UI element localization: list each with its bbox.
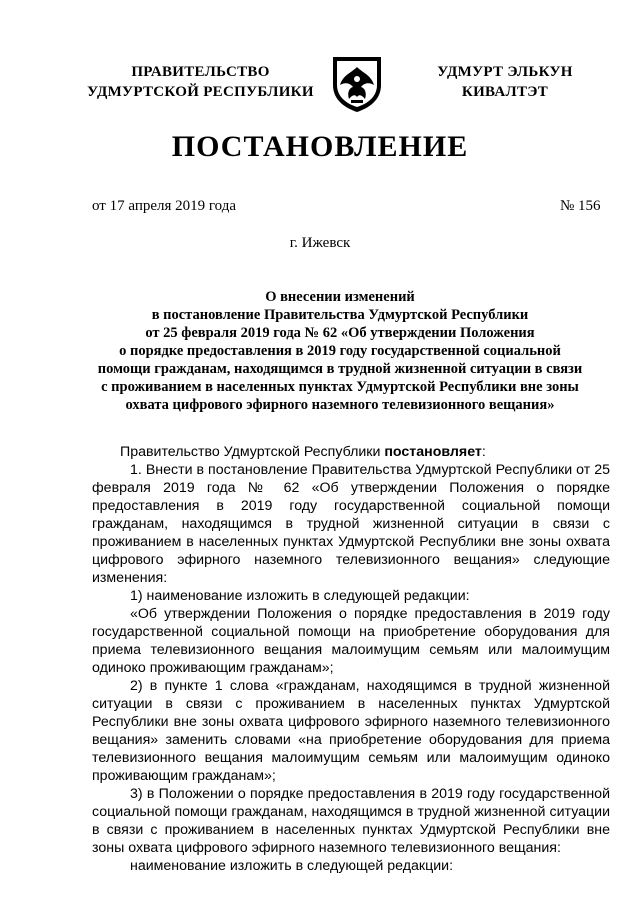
body-paragraph-5: 3) в Положении о порядке предоставления в 2019 году государственной социальной помощи гражданам, находящимся в трудной жизненной ситуации в связи с проживанием в населенных пунктах Удмуртской Республики вне зоны охвата цифрового эфирного наземного телевизионного вещания:: [92, 786, 610, 856]
lead-keyword: постановляет: [384, 444, 482, 460]
header-left-block: [78, 62, 323, 102]
subject-line: от 25 февраля 2019 года № 62 «Об утверждении Положения: [145, 325, 535, 341]
subject-line: охвата цифрового эфирного наземного телевизионного вещания»: [125, 397, 555, 413]
header-right-block: [410, 62, 600, 102]
document-date: от 17 апреля 2019 года: [92, 198, 237, 214]
body-lead-paragraph: [92, 443, 610, 461]
header-left-line2: УДМУРТСКОЙ РЕСПУБЛИКИ: [87, 84, 314, 100]
subject-line: о порядке предоставления в 2019 году государственной социальной: [119, 343, 561, 359]
document-title: ПОСТАНОВЛЕНИЕ: [171, 130, 469, 163]
document-body: [92, 443, 610, 875]
body-paragraph-1: 1. Внести в постановление Правительства Удмуртской Республики от 25 февраля 2019 года № 62 «Об утверждении Положения о порядке предоставления в 2019 году государственной социальной помощи гражданам, находящимся в трудной жизненной ситуации в связи с проживанием в населенных пунктах Удмуртской Республики вне зоны охвата цифрового эфирного наземного телевизионного вещания» следующие изменения:: [92, 462, 610, 586]
subject-line: с проживанием в населенных пунктах Удмуртской Республики вне зоны: [101, 379, 579, 395]
header-right-line1: УДМУРТ ЭЛЬКУН: [437, 64, 573, 80]
header-left-line1: ПРАВИТЕЛЬСТВО: [131, 64, 270, 80]
body-paragraph-4: 2) в пункте 1 слова «гражданам, находящимся в трудной жизненной ситуации в связи с проживанием в населенных пунктах Удмуртской Республики вне зоны охвата цифрового эфирного наземного телевизионного вещания» заменить словами «на приобретение оборудования для приема телевизионного вещания малоимущим семьям или малоимущим одиноко проживающим гражданам»;: [92, 678, 610, 784]
document-subject: [70, 288, 610, 414]
document-city: г. Ижевск: [289, 235, 351, 251]
lead-suffix: :: [481, 444, 486, 460]
document-number: № 156: [560, 198, 601, 214]
subject-line: в постановление Правительства Удмуртской Республики: [151, 307, 529, 323]
subject-line: О внесении изменений: [265, 289, 415, 305]
header-right-line2: КИВАЛТЭТ: [461, 84, 549, 100]
coat-of-arms-icon: [331, 55, 383, 113]
lead-prefix: Правительство Удмуртской Республики: [120, 444, 385, 460]
body-paragraph-6: наименование изложить в следующей редакции:: [130, 858, 454, 874]
body-paragraph-2: 1) наименование изложить в следующей редакции:: [130, 588, 470, 604]
subject-line: помощи гражданам, находящимся в трудной жизненной ситуации в связи: [97, 361, 583, 377]
body-paragraph-3: «Об утверждении Положения о порядке предоставления в 2019 году государственной социальной помощи на приобретение оборудования для приема телевизионного вещания малоимущим семьям или малоимущим одиноко проживающим гражданам»;: [92, 606, 610, 676]
